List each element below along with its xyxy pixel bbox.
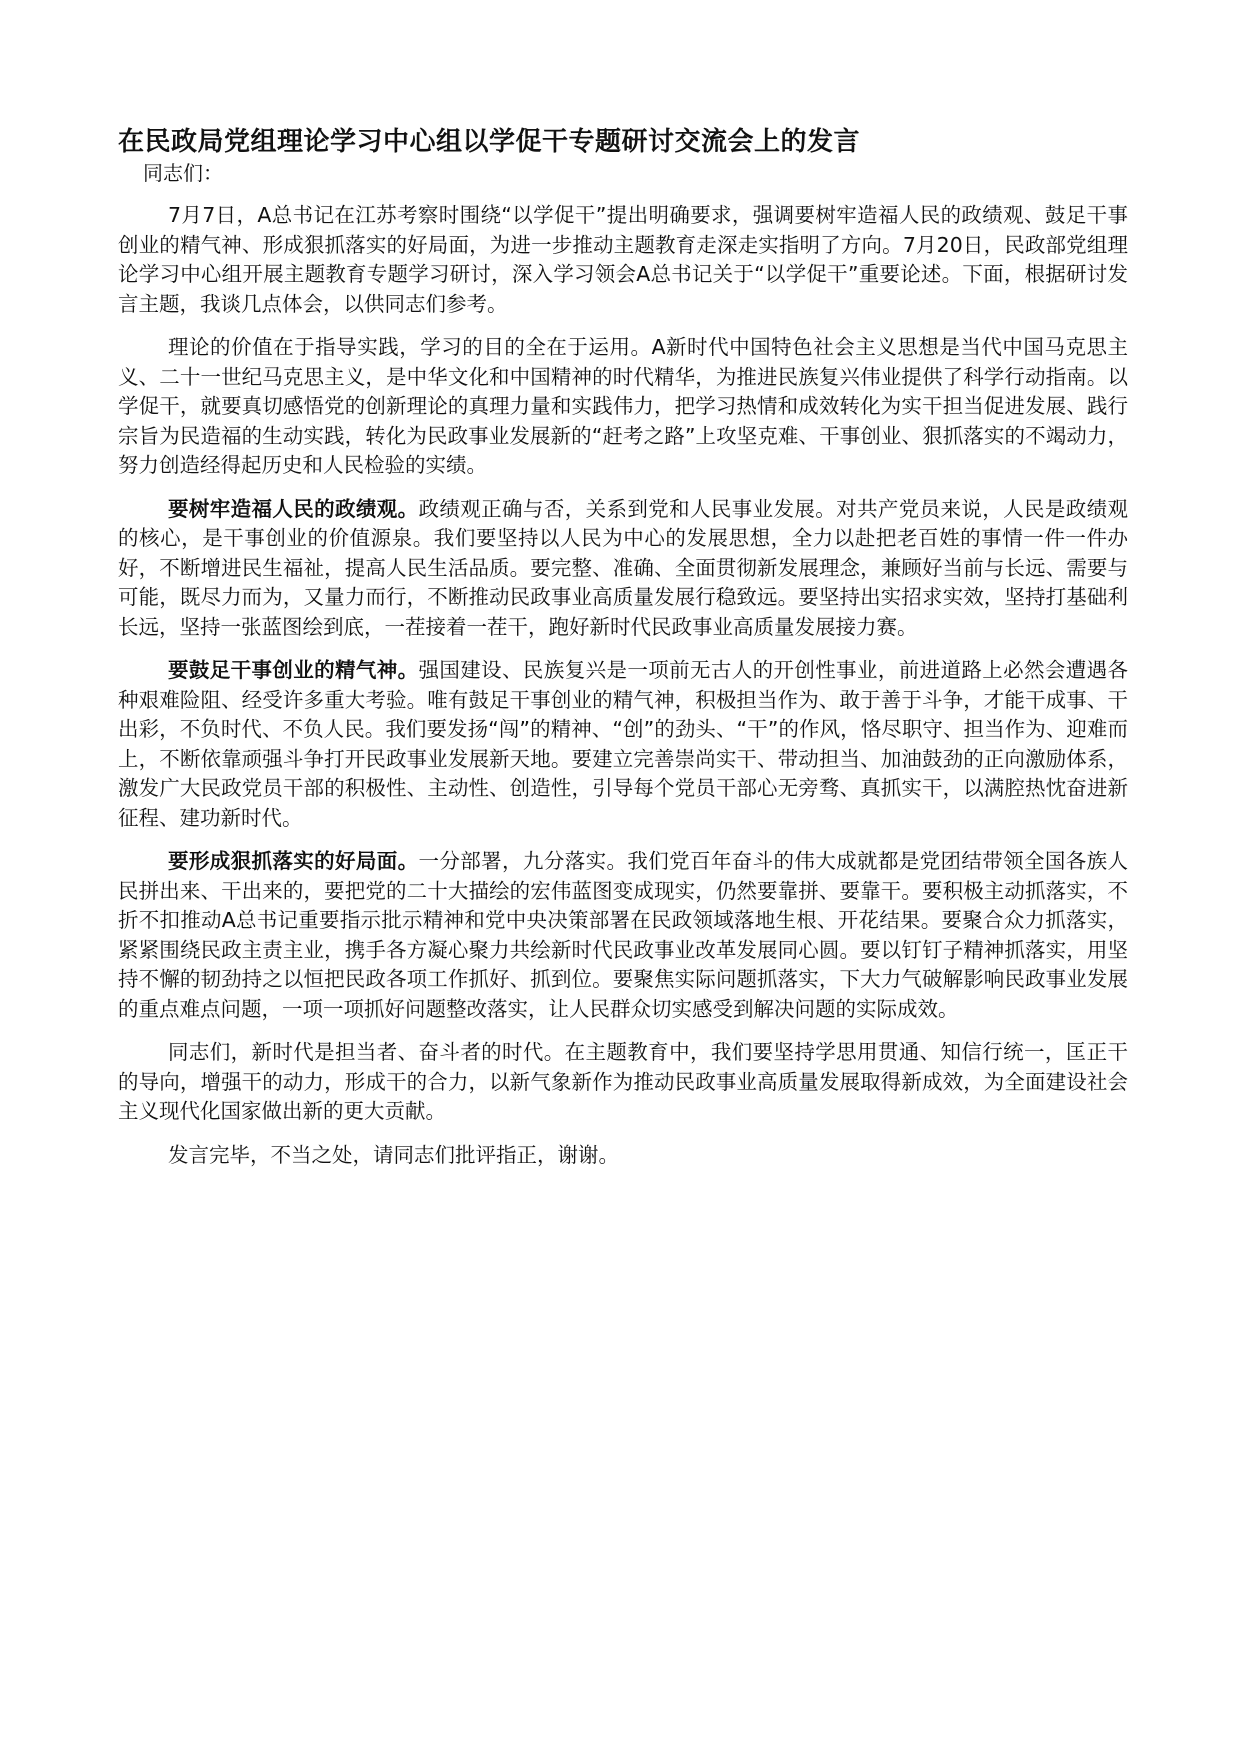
paragraph-political-outlook bbox=[118, 495, 1128, 643]
salutation: 同志们： bbox=[143, 161, 223, 185]
paragraph-conclusion bbox=[118, 1038, 1128, 1127]
paragraph-text: 7月7日，A总书记在江苏考察时围绕“以学促干”提出明确要求，强调要树牢造福人民的政绩观、鼓足干事创业的精气神、形成狠抓落实的好局面，为进一步推动主题教育走深走实指明了方向。7月20日，民政部党组理论学习中心组开展主题教育专题学习研讨，深入学习领会A总书记关于“以学促干”重要论述。下面，根据研讨发言主题，我谈几点体会，以供同志们参考。 bbox=[118, 203, 1128, 316]
paragraph-lead: 要鼓足干事创业的精气神。 bbox=[168, 658, 419, 682]
paragraph-spirit bbox=[118, 656, 1128, 833]
paragraph-lead: 要树牢造福人民的政绩观。 bbox=[168, 496, 419, 521]
paragraph-text: 理论的价值在于指导实践，学习的目的全在于运用。A新时代中国特色社会主义思想是当代中国马克思主义、二十一世纪马克思主义，是中华文化和中国精神的时代精华，为推进民族复兴伟业提供了科学行动指南。以学促干，就要真切感悟党的创新理论的真理力量和实践伟力，把学习热情和成效转化为实干担当促进发展、践行宗旨为民造福的生动实践，转化为民政事业发展新的“赶考之路”上攻坚克难、干事创业、狠抓落实的不竭动力，努力创造经得起历史和人民检验的实绩。 bbox=[118, 335, 1128, 477]
paragraph-text: 同志们，新时代是担当者、奋斗者的时代。在主题教育中，我们要坚持学思用贯通、知信行统一，匡正干的导向，增强干的动力，形成干的合力，以新气象新作为推动民政事业高质量发展取得新成效，为全面建设社会主义现代化国家做出新的更大贡献。 bbox=[118, 1040, 1128, 1123]
paragraph-text: 政绩观正确与否，关系到党和人民事业发展。对共产党员来说，人民是政绩观的核心，是干事创业的价值源泉。我们要坚持以人民为中心的发展思想，全力以赴把老百姓的事情一件一件办好，不断增进民生福祉，提高人民生活品质。要完整、准确、全面贯彻新发展理念，兼顾好当前与长远、需要与可能，既尽力而为，又量力而行，不断推动民政事业高质量发展行稳致远。要坚持出实招求实效，坚持打基础利长远，坚持一张蓝图绘到底，一茬接着一茬干，跑好新时代民政事业高质量发展接力赛。 bbox=[118, 496, 1129, 639]
paragraph-text: 强国建设、民族复兴是一项前无古人的开创性事业，前进道路上必然会遭遇各种艰难险阻、经受许多重大考验。唯有鼓足干事创业的精气神，积极担当作为、敢于善于斗争，才能干成事、干出彩，不负时代、不负人民。我们要发扬“闯”的精神、“创”的劲头、“干”的作风，恪尽职守、担当作为、迎难而上，不断依靠顽强斗争打开民政事业发展新天地。要建立完善崇尚实干、带动担当、加油鼓劲的正向激励体系，激发广大民政党员干部的积极性、主动性、创造性，引导每个党员干部心无旁骛、真抓实干，以满腔热忱奋进新征程、建功新时代。 bbox=[118, 658, 1129, 830]
document-title: 在民政局党组理论学习中心组以学促干专题研讨交流会上的发言 bbox=[118, 127, 861, 157]
paragraph-closing bbox=[118, 1141, 1128, 1171]
paragraph-lead: 要形成狠抓落实的好局面。 bbox=[168, 849, 419, 873]
paragraph-text: 一分部署，九分落实。我们党百年奋斗的伟大成就都是党团结带领全国各族人民拼出来、干出来的，要把党的二十大描绘的宏伟蓝图变成现实，仍然要靠拼、要靠干。要积极主动抓落实，不折不扣推动A总书记重要指示批示精神和党中央决策部署在民政领域落地生根、开花结果。要聚合众力抓落实，紧紧围绕民政主责主业，携手各方凝心聚力共绘新时代民政事业改革发展同心圆。要以钉钉子精神抓落实，用坚持不懈的韧劲持之以恒把民政各项工作抓好、抓到位。要聚焦实际问题抓落实，下大力气破解影响民政事业发展的重点难点问题，一项一项抓好问题整改落实，让人民群众切实感受到解决问题的实际成效。 bbox=[118, 849, 1129, 1021]
paragraph-implementation bbox=[118, 847, 1128, 1024]
document-page bbox=[118, 125, 1128, 1184]
paragraph-text: 发言完毕，不当之处，请同志们批评指正，谢谢。 bbox=[168, 1142, 619, 1167]
paragraph-intro bbox=[118, 201, 1128, 319]
paragraph-theory bbox=[118, 333, 1128, 481]
